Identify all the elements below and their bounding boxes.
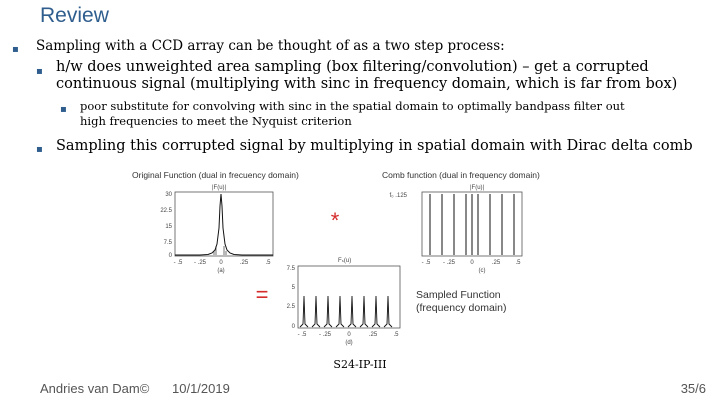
bullet-1-text: Sampling with a CCD array can be thought of as a two step process: [36, 38, 505, 54]
original-ytick: 7.5 [163, 240, 172, 246]
original-function-title: Original Function (dual in frecuency domain) [132, 170, 299, 180]
comb-xtick: .25 [491, 260, 501, 266]
sampled-sublabel: (d) [345, 340, 353, 346]
sampled-xtick: - .25 [318, 332, 332, 338]
footer-author: Andries van Dam© [40, 381, 150, 396]
bullet-4-text: Sampling this corrupted signal by multiplying in spatial domain with Dirac delta comb [56, 138, 693, 154]
original-xtick: 0 [219, 260, 223, 266]
square-bullet-icon: ▪ [60, 104, 67, 115]
comb-xtick: - .25 [442, 260, 456, 266]
original-xtick: - .25 [193, 260, 207, 266]
comb-ylabel: |F(u)| [470, 185, 485, 191]
comb-impulses [430, 194, 514, 255]
footer-page-number: 35/6 [680, 381, 706, 396]
square-bullet-icon: ▪ [12, 44, 19, 55]
sampled-xtick: - .5 [297, 332, 307, 338]
bullet-3-line-1: poor substitute for convolving with sinc in the spatial domain to optimally bandpass filter out [80, 99, 625, 113]
sampled-ytick: 7.5 [286, 266, 295, 272]
sampled-xtick: 0 [347, 332, 351, 338]
equals-symbol: = [255, 282, 269, 307]
sampled-caption-line-1: Sampled Function [416, 289, 501, 301]
frequency-domain-figure [120, 166, 580, 356]
original-ytick: 15 [165, 224, 172, 230]
bullet-3-line-2: high frequencies to meet the Nyquist criterion [80, 114, 352, 128]
sampled-ylabel: Fₛ(u) [338, 258, 352, 264]
bullet-2-text [56, 59, 716, 93]
sampled-spectrum-peaks [300, 296, 392, 327]
square-bullet-icon: ▪ [36, 144, 43, 155]
original-ytick: 0 [168, 253, 172, 259]
comb-function-title: Comb function (dual in frequency domain) [382, 170, 540, 180]
convolution-symbol: * [330, 208, 340, 233]
sampled-xtick: .5 [393, 332, 399, 338]
comb-sublabel: (c) [478, 268, 486, 274]
original-ytick: 22.5 [160, 208, 172, 214]
original-xtick: .5 [265, 260, 271, 266]
comb-xtick: .5 [515, 260, 521, 266]
comb-xtick: - .5 [421, 260, 431, 266]
sampled-plot-frame [298, 266, 400, 328]
bullet-3-text [80, 99, 710, 129]
original-sublabel: (a) [217, 268, 225, 274]
slide-title: Review [40, 4, 109, 27]
sampled-ytick: 0 [291, 324, 295, 330]
original-xtick: .25 [239, 260, 249, 266]
original-ytick: 30 [165, 192, 172, 198]
comb-xtick: 0 [470, 260, 474, 266]
figure-caption: S24-IP-III [333, 358, 387, 371]
sampled-caption-line-2: (frequency domain) [416, 302, 507, 314]
bullet-2-line-1: h/w does unweighted area sampling (box filtering/convolution) – get a corrupted [56, 59, 649, 75]
square-bullet-icon: ▪ [36, 66, 43, 77]
footer-date: 10/1/2019 [172, 381, 230, 396]
original-ylabel: |F(u)| [212, 185, 227, 191]
sampled-ytick: 2.5 [286, 304, 295, 310]
sampled-ytick: 5 [291, 285, 295, 291]
original-spectrum-curve [175, 194, 273, 255]
sampled-xtick: .25 [368, 332, 378, 338]
comb-ytick: f₀ .125 [389, 193, 407, 199]
original-spectrum-ripples [214, 246, 226, 255]
bullet-2-line-2: continuous signal (multiplying with sinc in frequency domain, which is far from box) [56, 76, 678, 92]
original-xtick: - .5 [173, 260, 183, 266]
